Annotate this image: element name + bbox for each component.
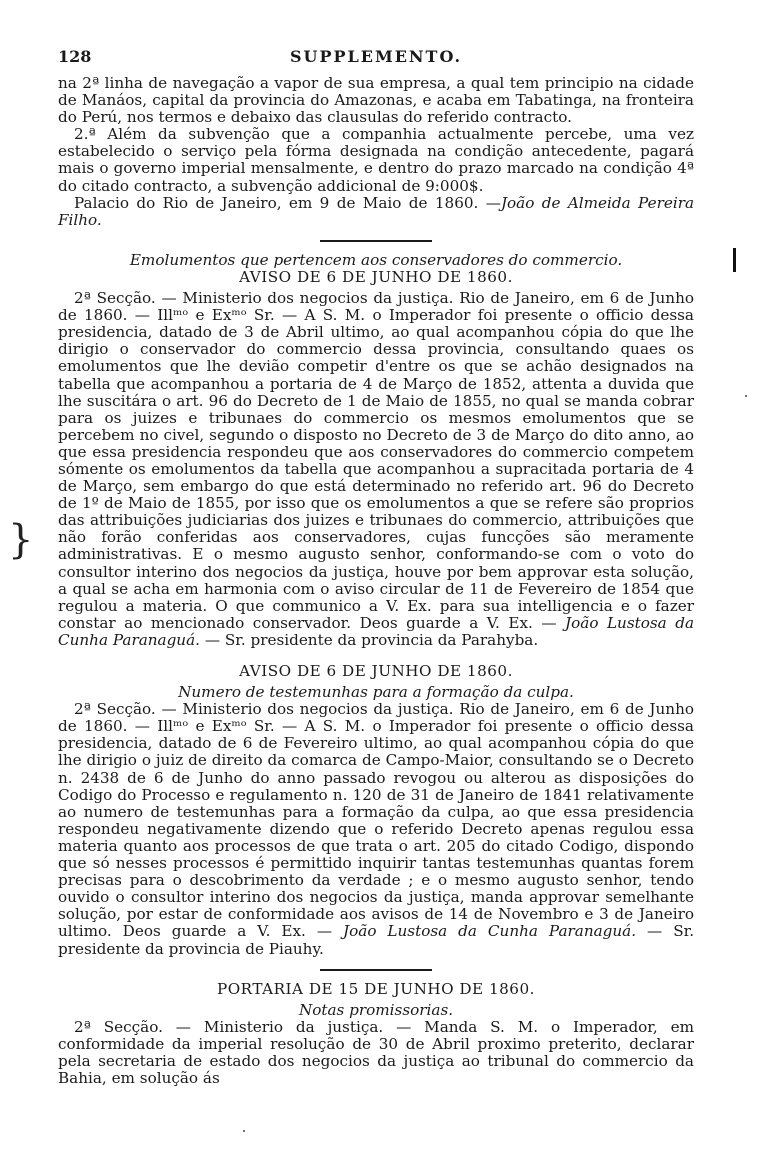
aviso2-text: 2ª Secção. — Ministerio dos negocios da justiça. Rio de Janeiro, em 6 de Junho de 1860. — Illᵐᵒ e Exᵐᵒ Sr. — A S. M. o Imperador foi presente o officio dessa presidencia, datado de 6 de Fevereiro ultimo, ao qual acompanhou cópia do que lhe dirigio o juiz de direito da comarca de Campo-Maior, consultando se o Decreto n. 2438 de 6 de Junho do anno passado revogou ou alterou as disposições do Codigo do Processo e regulamento n. 120 de 31 de Janeiro de 1841 relativamente ao numero de testemunhas para a formação da culpa, ao que essa presidencia respondeu negativamente dizendo que o referido Decreto apenas regulou essa materia quanto aos processos de que trata o art. 205 do citado Codigo, dispondo que só nesses processos é permittido inquirir tantas testemunhas quantas forem precisas para o descobrimento da verdade ; e o mesmo augusto senhor, tendo ouvido o consultor interino dos negocios da justiça, manda approvar semelhante solução, por estar de conformidade aos avisos de 14 de Novembro e 3 de Janeiro ultimo. Deos guarde a V. Ex. — [58,700,694,941]
aviso1-subject: Emolumentos que pertencem aos conservadores do commercio. [129,250,623,269]
paper-speck [243,1130,245,1132]
paper-speck [745,395,747,397]
aviso2-heading: AVISO DE 6 DE JUNHO DE 1860. [239,662,513,680]
margin-mark [733,248,736,272]
page-header [58,47,694,69]
aviso1-heading: AVISO DE 6 DE JUNHO DE 1860. [239,267,513,286]
intro-paragraph-1: na 2ª linha de navegação a vapor de sua empresa, a qual tem principio na cidade de Manáos, capital da provincia do Amazonas, e acaba em Tabatinga, na fronteira do Perú, nos termos e debaixo das clausulas do referido contracto. [58,74,694,127]
aviso1-text: 2ª Secção. — Ministerio dos negocios da justiça. Rio de Janeiro, em 6 de Junho de 1860. — Illᵐᵒ e Exᵐᵒ Sr. — A S. M. o Imperador foi presente o officio dessa presidencia, datado de 3 de Abril ultimo, ao qual acompanhou cópia do que lhe dirigio o conservador do commercio dessa provincia, consultando quaes os emolumentos que lhe devião competir d'entre os que se achão designados na tabella que acompanhou a portaria de 4 de Março de 1852, attenta a duvida que lhe suscitára o art. 96 do Decreto de 1 de Maio de 1855, no qual se manda cobrar para os juizes e tribunaes do commercio os mesmos emolumentos que se percebem no civel, segundo o disposto no Decreto de 3 de Março do dito anno, ao que essa presidencia respondeu que aos conservadores do commercio competem sómente os emolumentos da tabella que acompanhou a supracitada portaria de 4 de Março, sem embargo do que está determinado no referido art. 96 do Decreto de 1º de Maio de 1855, por isso que os emolumentos a que se refere são proprios das attribuições judiciarias dos juizes e tribunaes do commercio, attribuições que não forão conferidas aos conservadores, cujas funcções são meramente administrativas. E o mesmo augusto senhor, conformando-se com o voto do consultor interino dos negocios da justiça, houve por bem approvar esta solução, a qual se acha em harmonia com o aviso circular de 11 de Fevereiro de 1854 que regulou a materia. O que communico a V. Ex. para sua intelligencia e o fazer constar ao mencionado conservador. Deos guarde a V. Ex. — [58,289,694,632]
portaria-subject: Notas promissorias. [298,1000,454,1019]
section-divider [320,240,432,242]
aviso2-subject: Numero de testemunhas para a formação da culpa. [178,683,574,702]
aviso1-signer: João Lustosa da Cunha Paranaguá. [58,613,694,649]
page-body [58,75,694,1087]
intro-signature-text: Palacio do Rio de Janeiro, em 9 de Maio de 1860. — [74,193,501,212]
intro-signer-name: João de Almeida Pereira Filho. [58,193,695,229]
aviso1-body [58,290,694,649]
section-divider [320,969,432,971]
portaria-heading: PORTARIA DE 15 DE JUNHO DE 1860. [217,979,535,998]
intro-paragraph-2: 2.ª Além da subvenção que a companhia actualmente percebe, uma vez estabelecido o serviço pela fórma designada na condição antecedente, pagará mais o governo imperial mensalmente, e dentro do prazo marcado na condição 4ª do citado contracto, a subvenção addicional de 9:000$. [58,125,694,195]
aviso2-body [58,701,694,957]
running-title: SUPPLEMENTO. [289,47,463,66]
portaria-body: 2ª Secção. — Ministerio da justiça. — Manda S. M. o Imperador, em conformidade da imperial resolução de 30 de Abril proximo preterito, declarar pela secretaria de estado dos negocios da justiça ao tribunal do commercio da Bahia, em solução ás [58,1017,694,1088]
intro-signature [58,195,694,229]
aviso2-signer: João Lustosa da Cunha Paranaguá. [343,922,637,941]
margin-bracket: } [8,517,34,563]
aviso2-closing: — Sr. presidente da provincia de Piauhy. [58,922,695,958]
page-number: 128 [58,47,92,66]
aviso1-closing: — Sr. presidente da provincia da Parahyba. [204,630,539,649]
